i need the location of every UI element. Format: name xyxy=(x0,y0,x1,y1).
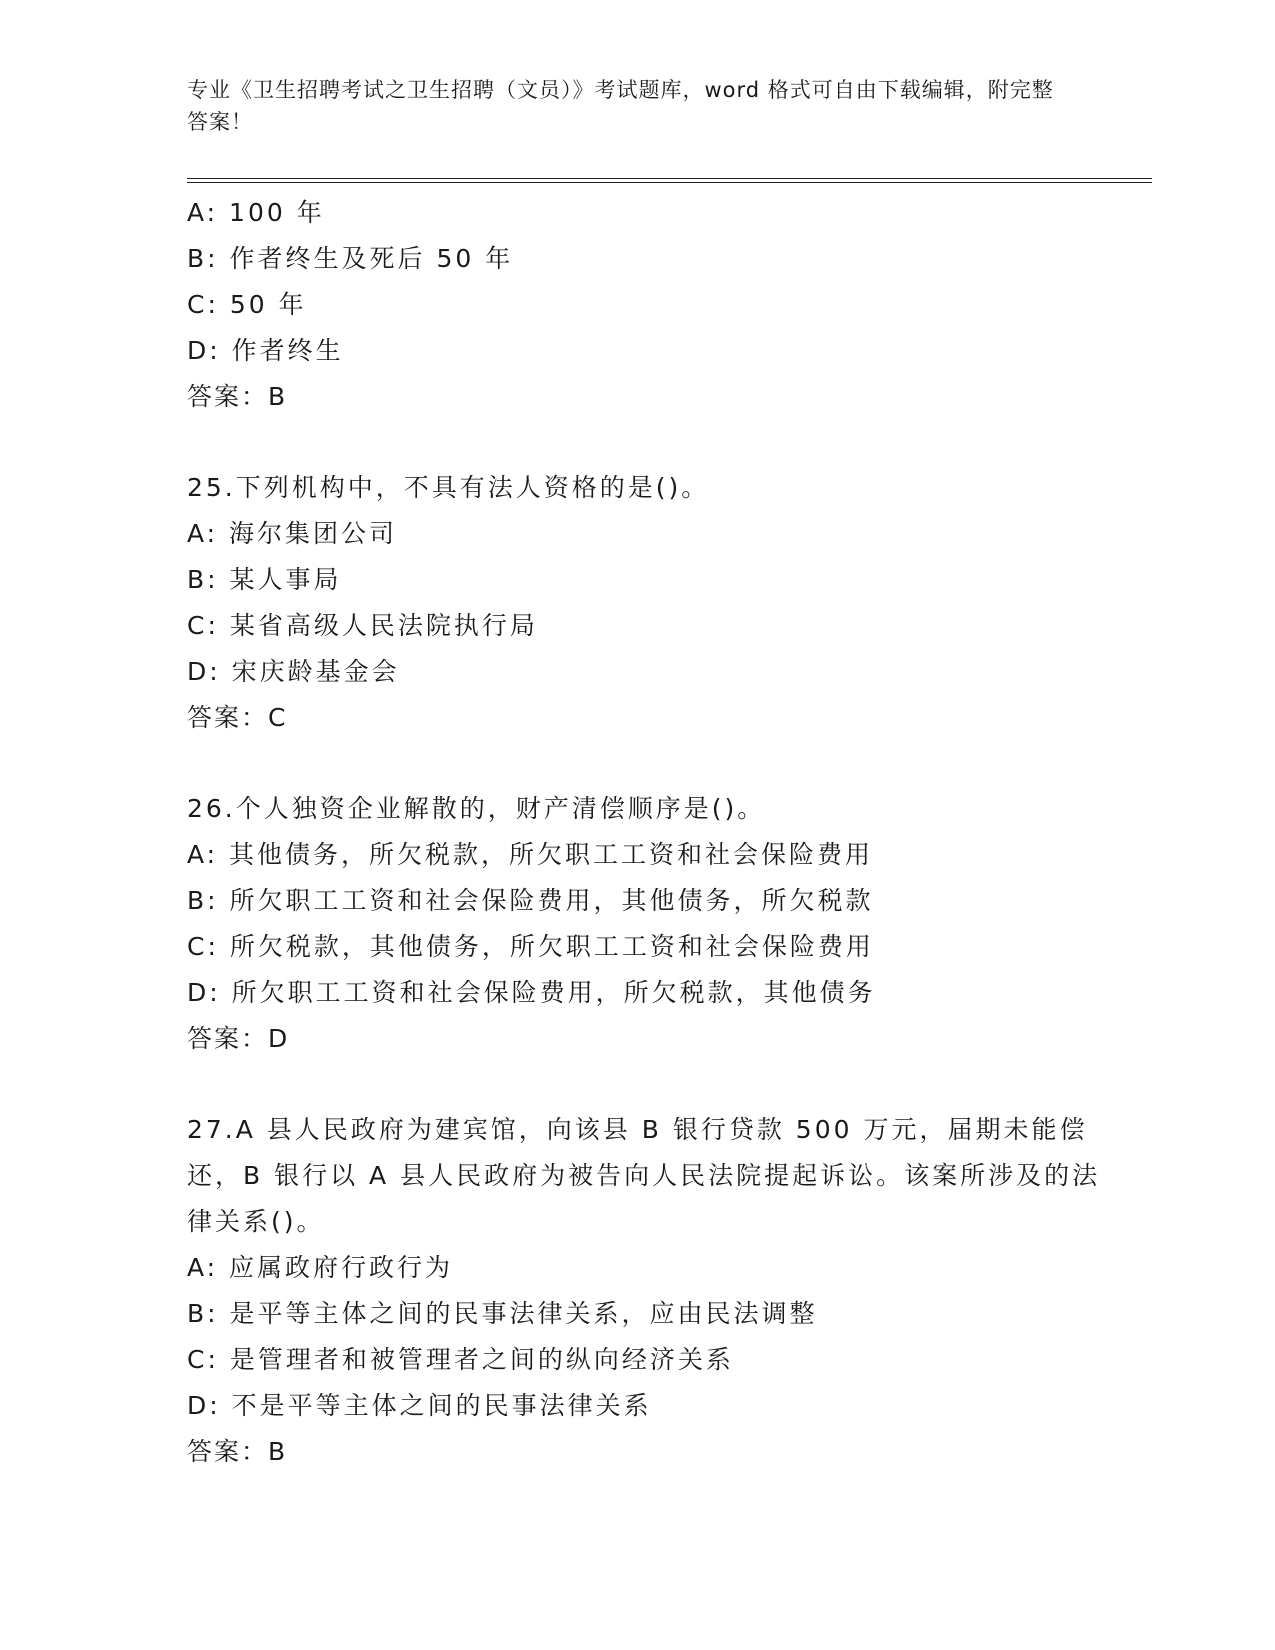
answer: 答案：D xyxy=(187,1024,290,1053)
question-25 xyxy=(187,465,1107,741)
answer: 答案：B xyxy=(187,382,288,411)
option-d: D: 所欠职工工资和社会保险费用，所欠税款，其他债务 xyxy=(187,978,876,1007)
option-b: B: 是平等主体之间的民事法律关系，应由民法调整 xyxy=(187,1299,818,1328)
question-26 xyxy=(187,786,1107,1062)
option-b: B: 所欠职工工资和社会保险费用，其他债务，所欠税款 xyxy=(187,886,874,915)
option-c: C: 某省高级人民法院执行局 xyxy=(187,611,538,640)
option-d: D: 作者终生 xyxy=(187,336,344,365)
question-text: 27.A 县人民政府为建宾馆，向该县 B 银行贷款 500 万元，届期未能偿还，B 银行以 A 县人民政府为被告向人民法院提起诉讼。该案所涉及的法律关系()。 xyxy=(187,1115,1101,1236)
option-d: D: 宋庆龄基金会 xyxy=(187,657,400,686)
option-a: A: 应属政府行政行为 xyxy=(187,1253,454,1282)
option-c: C: 是管理者和被管理者之间的纵向经济关系 xyxy=(187,1345,734,1374)
option-a: A: 海尔集团公司 xyxy=(187,519,398,548)
document-header: 专业《卫生招聘考试之卫生招聘（文员）》考试题库，word 格式可自由下载编辑，附完整答案！ xyxy=(187,78,1054,134)
option-c: C: 所欠税款，其他债务，所欠职工工资和社会保险费用 xyxy=(187,932,874,961)
question-24 xyxy=(187,190,1107,420)
option-a: A: 100 年 xyxy=(187,198,325,227)
answer: 答案：C xyxy=(187,703,288,732)
answer: 答案：B xyxy=(187,1437,288,1466)
header-divider-bottom xyxy=(187,182,1152,183)
option-b: B: 作者终生及死后 50 年 xyxy=(187,244,514,273)
header-divider-top xyxy=(187,178,1152,179)
question-27 xyxy=(187,1107,1107,1475)
question-list xyxy=(187,190,1107,1475)
option-d: D: 不是平等主体之间的民事法律关系 xyxy=(187,1391,652,1420)
option-a: A: 其他债务，所欠税款，所欠职工工资和社会保险费用 xyxy=(187,840,874,869)
option-b: B: 某人事局 xyxy=(187,565,342,594)
question-text: 25.下列机构中，不具有法人资格的是()。 xyxy=(187,473,710,502)
option-c: C: 50 年 xyxy=(187,290,307,319)
question-text: 26.个人独资企业解散的，财产清偿顺序是()。 xyxy=(187,794,766,823)
